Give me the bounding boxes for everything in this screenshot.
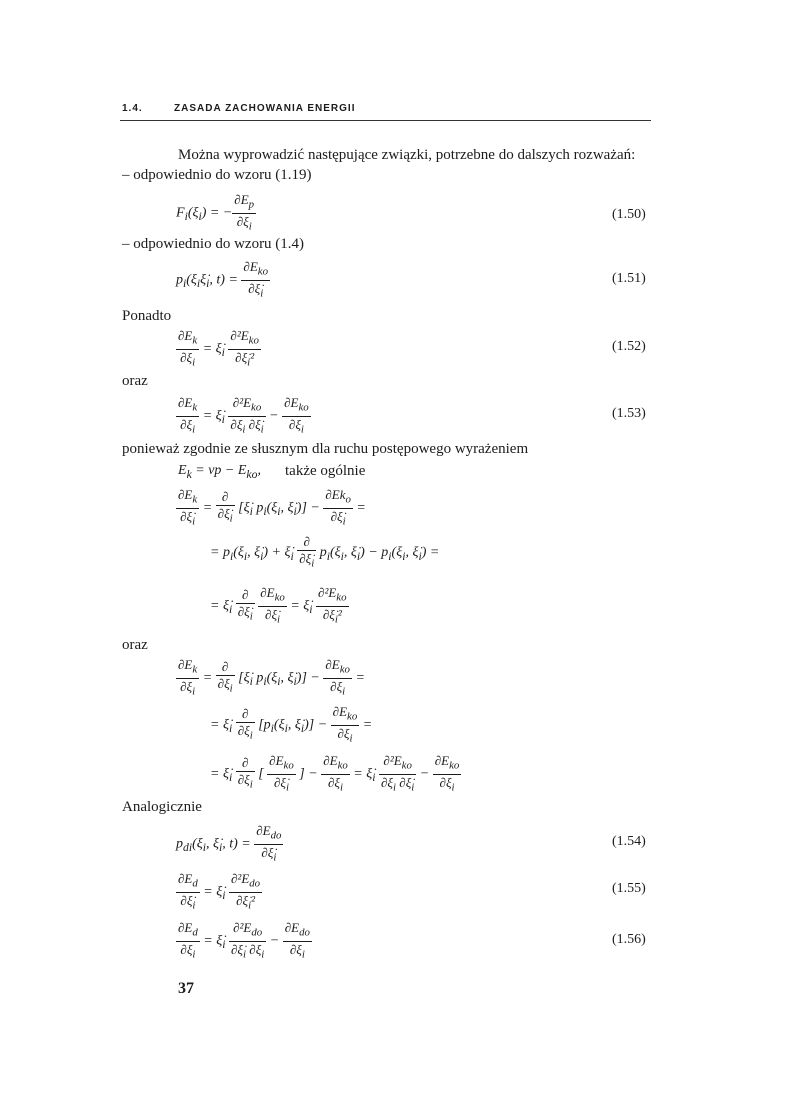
page-number: 37 (178, 980, 194, 997)
section-title: ZASADA ZACHOWANIA ENERGII (174, 103, 356, 114)
equation-number-1-55: (1.55) (612, 881, 646, 896)
section-number: 1.4. (122, 103, 143, 114)
header-rule (120, 120, 651, 121)
reference-text-14: – odpowiednio do wzoru (1.4) (122, 236, 305, 252)
equation-1-51: $p_i(\xi_i\xi̇_i$, t) = $\frac{\partial E_{ko}}{\partial\xi̇_i}$ (176, 259, 269, 300)
derivation-line-5: = $\xi̇_i$ $\frac{\partial}{\partial\xi_i}$ [$p_i(\xi_i$, $\xi̇_i$)] − $\frac{\partial E_{ko}}{\partial\xi_i}$ = (210, 704, 373, 745)
intro-text: Można wyprowadzić następujące związki, potrzebne do dalszych rozważań: (178, 147, 636, 163)
equation-number-1-50: (1.50) (612, 207, 646, 222)
equation-1-54: $p_{di}(\xi_i$, $\xi̇_i$, t) = $\frac{\partial E_{do}}{\partial\xi̇_i}$ (176, 823, 282, 864)
equation-1-55: $\frac{\partial E_d}{\partial\xi̇_i}$ = $\xi̇_i$ $\frac{\partial^2E_{do}}{\partial\xi̇_i^2}$ (178, 871, 261, 912)
derivation-line-4: $\frac{\partial E_k}{\partial\xi_i}$ = $\frac{\partial}{\partial\xi_i}$ [$\xi̇_i$ $p_i(\xi_i$, $\xi̇_i$)] − $\frac{\partial E_{ko}}{\partial\xi_i}$ = (178, 657, 365, 698)
equation-1-56: $\frac{\partial E_d}{\partial\xi_i}$ = $\xi̇_i$ $\frac{\partial^2E_{do}}{\partial\xi̇_i \partial\xi_i}$ − $\frac{\partial E_{do}}{\partial\xi_i}$ (178, 920, 310, 961)
equation-number-1-54: (1.54) (612, 834, 646, 849)
equation-1-53: $\frac{\partial E_k}{\partial\xi_i}$ = $\xi̇_i$ $\frac{\partial^2E_{ko}}{\partial\xi_i \partial\xi̇_i}$ − $\frac{\partial E_{ko}}{\partial\xi_i}$ (178, 395, 309, 436)
kinetic-energy-expression: $E_k$ = vp − $E_{ko}$, (178, 463, 261, 481)
reference-text-119: – odpowiednio do wzoru (1.19) (122, 167, 312, 183)
takze-text: także ogólnie (285, 463, 366, 479)
equation-number-1-53: (1.53) (612, 406, 646, 421)
ponadto-text: Ponadto (122, 308, 172, 324)
equation-1-50: $F_i(\xi_i)$ = − $\frac{\partial E_p}{\partial\xi_i}$ (176, 192, 255, 233)
equation-number-1-52: (1.52) (612, 339, 646, 354)
oraz-text-1: oraz (122, 373, 148, 389)
derivation-line-1: $\frac{\partial E_k}{\partial\xi̇_i}$ = $\frac{\partial}{\partial\xi̇_i}$ [$\xi̇_i$ $p_i(\xi_i$, $\xi̇_i$)] − $\frac{\partial Ek_o}{\partial\xi̇_i}$ = (178, 487, 366, 528)
derivation-line-3: = $\xi̇_i$ $\frac{\partial}{\partial\xi̇_i}$ $\frac{\partial E_{ko}}{\partial\xi̇_i}$ = $\xi̇_i$ $\frac{\partial^2E_{ko}}{\partial\xi̇_i^2}$ (210, 585, 347, 626)
derivation-line-6: = $\xi̇_i$ $\frac{\partial}{\partial\xi_i}$ [ $\frac{\partial E_{ko}}{\partial\xi̇_i}$ ] − $\frac{\partial E_{ko}}{\partial\xi_i}$ = $\xi̇_i$ $\frac{\partial^2E_{ko}}{\partial\xi_i \partial\xi̇_i}$ − $\frac{\partial E_{ko}}{\partial\xi_i}$ (210, 753, 460, 794)
derivation-line-2: = $p_i(\xi_i$, $\xi̇_i$) + $\xi̇_i$ $\frac{\partial}{\partial\xi̇_i}$ $p_i(\xi_i$, $\xi̇_i) - p_i(\xi_i$, $\xi̇_i$) = (210, 534, 440, 570)
analogicznie-text: Analogicznie (122, 799, 202, 815)
poniewaz-text: ponieważ zgodnie ze słusznym dla ruchu postępowego wyrażeniem (122, 441, 529, 457)
equation-1-52: $\frac{\partial E_k}{\partial\xi_i}$ = $\xi̇_i$ $\frac{\partial^2E_{ko}}{\partial\xi̇_i^2}$ (178, 328, 259, 369)
oraz-text-2: oraz (122, 637, 148, 653)
equation-number-1-51: (1.51) (612, 271, 646, 286)
running-header (122, 103, 356, 114)
equation-number-1-56: (1.56) (612, 932, 646, 947)
